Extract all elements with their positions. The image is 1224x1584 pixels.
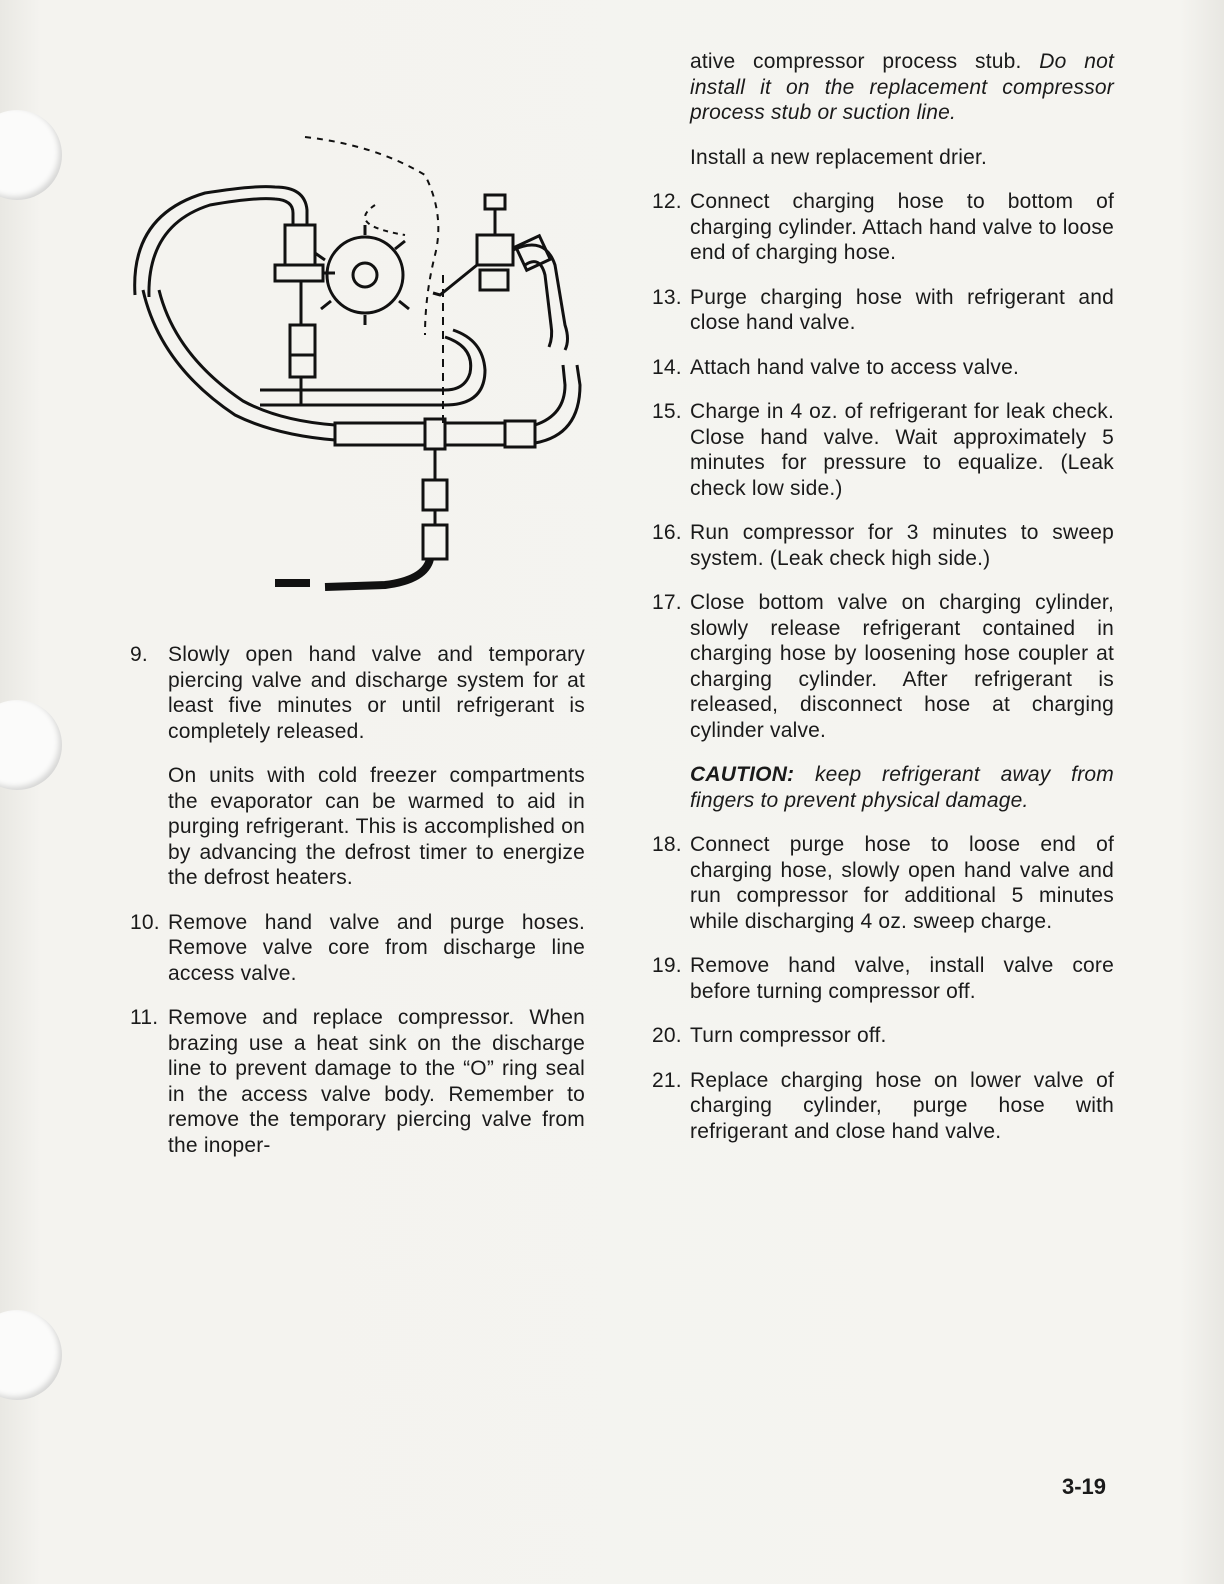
step-text: Close bottom valve on charging cylinder, slowly release refrigerant contained in charging hose by loosening hose coupler at charging cylinder. After refrigerant is released, disconnect hose at charging cylinder valve. <box>690 591 1114 742</box>
step-number: 16. <box>652 521 682 544</box>
continuation-text: ative compressor process stub. <box>690 50 1022 73</box>
step-text: Attach hand valve to access valve. <box>690 355 1019 379</box>
step-number: 9. <box>130 643 148 666</box>
step-number: 12. <box>652 190 682 213</box>
step-item <box>652 285 1114 336</box>
step-text: Connect charging hose to bottom of charging cylinder. Attach hand valve to loose end of charging hose. <box>690 190 1114 264</box>
step-text: Remove and replace compressor. When brazing use a heat sink on the discharge line to prevent damage to the “O” ring seal in the access valve body. Remember to remove the temporary piercing valve from the inoper- <box>168 1006 585 1157</box>
step-item <box>652 1023 1114 1049</box>
right-column <box>652 49 1114 1163</box>
step-text: Slowly open hand valve and temporary piercing valve and discharge system for at least five minutes or until refrigerant is completely released. <box>168 643 585 743</box>
step-text: Turn compressor off. <box>690 1024 887 1047</box>
step-9-note: On units with cold freezer compartments the evaporator can be warmed to aid in purging refrigerant. This is accomplished on by advancing the defrost timer to energize the defrost heaters. <box>168 764 585 889</box>
step-text: Charge in 4 oz. of refrigerant for leak check. Close hand valve. Wait approximately 5 minutes for pressure to equalize. (Leak check low side.) <box>690 400 1114 500</box>
step-number: 11. <box>130 1006 159 1029</box>
caution-label: CAUTION: <box>690 763 795 786</box>
step-10 <box>130 910 585 987</box>
step-item <box>652 355 1114 381</box>
step-number: 13. <box>652 285 682 309</box>
step-text: Connect purge hose to loose end of charging hose, slowly open hand valve and run compressor for additional 5 minutes while discharging 4 oz. sweep charge. <box>690 833 1114 933</box>
step-number: 20. <box>652 1024 682 1047</box>
refrigerant-valve-hose-assembly-illustration <box>125 125 595 610</box>
step-9 <box>130 642 585 744</box>
left-column <box>130 642 585 1177</box>
caution-text: keep refrigerant away from fingers to prevent physical damage. <box>690 763 1114 812</box>
step-number: 18. <box>652 833 682 856</box>
step-item <box>652 520 1114 571</box>
step-text: Remove hand valve and purge hoses. Remove valve core from discharge line access valve. <box>168 910 585 985</box>
step-text: Remove hand valve, install valve core before turning compressor off. <box>690 954 1114 1003</box>
step-text: Run compressor for 3 minutes to sweep system. (Leak check high side.) <box>690 521 1114 570</box>
step-11-continuation <box>690 49 1114 126</box>
caution-note <box>690 762 1114 813</box>
page-number: 3-19 <box>1062 1474 1107 1499</box>
step-item <box>652 832 1114 934</box>
step-number: 14. <box>652 355 682 379</box>
step-item <box>652 953 1114 1004</box>
step-number: 15. <box>652 400 682 423</box>
continuation-italic: Do not install it on the replacement compressor process stub or suction line. <box>690 50 1114 124</box>
step-text: Purge charging hose with refrigerant and close hand valve. <box>690 285 1114 334</box>
step-item <box>652 399 1114 501</box>
step-item <box>652 590 1114 743</box>
step-number: 21. <box>652 1068 682 1092</box>
install-drier-text: Install a new replacement drier. <box>690 145 988 169</box>
step-11 <box>130 1005 585 1158</box>
step-number: 10. <box>130 910 160 934</box>
step-number: 19. <box>652 954 682 977</box>
step-item <box>652 1068 1114 1145</box>
step-text: Replace charging hose on lower valve of charging cylinder, purge hose with refrigerant and close hand valve. <box>690 1068 1114 1143</box>
step-number: 17. <box>652 591 682 614</box>
step-item <box>652 189 1114 266</box>
